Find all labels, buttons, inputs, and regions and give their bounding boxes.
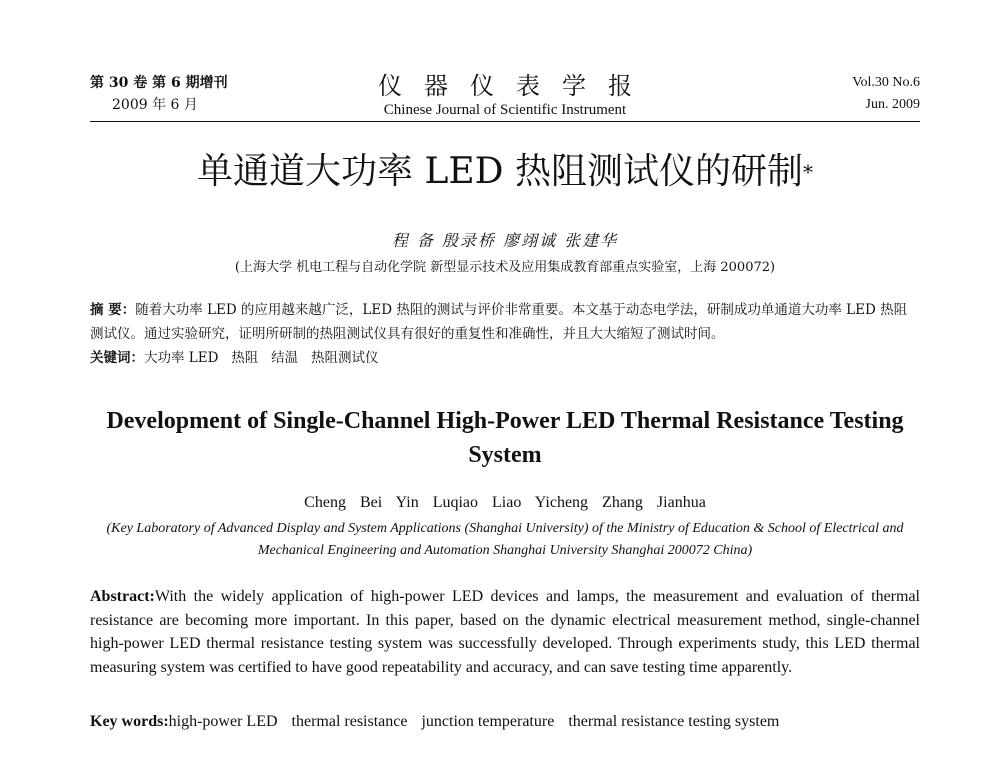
affiliation-cn: (上海大学 机电工程与自动化学院 新型显示技术及应用集成教育部重点实验室，上海 200072) (234, 260, 776, 275)
abstract-en-text: With the widely application of high-power LED devices and lamps, the measurement and evaluation of thermal resistance are becoming more important. In this paper, based on the dynamic electrical measurement method, single-channel high-power LED thermal resistance testing system was successfully developed. Through experiments study, this LED thermal measuring system was certified to have good repeatability and accuracy, and can save testing time apparently. (90, 588, 920, 676)
journal-name (90, 72, 920, 120)
title-cn-text: 单通道大功率 LED 热阻测试仪的研制 (197, 151, 803, 192)
abstract-cn-text: 随着大功率 LED 的应用越来越广泛，LED 热阻的测试与评价非常重要。本文基于动态电学法，研制成功单通道大功率 LED 热阻测试仪。通过实验研究，证明所研制的热阻测试仪具有很好的重复性和准确性，并且大大缩短了测试时间。 (90, 302, 908, 342)
authors-en: Cheng Bei Yin Luqiao Liao Yicheng Zhang Jianhua (304, 494, 706, 511)
authors-cn: 程 备 殷录桥 廖翊诚 张建华 (391, 231, 619, 250)
abstract-en-label: Abstract: (90, 588, 155, 605)
affiliation-en: (Key Laboratory of Advanced Display and System Applications (Shanghai University) of the Ministry of Education & School of Electrical and Mechanical Engineering and Automation Shanghai University Shanghai 200072 China) (106, 521, 904, 558)
abstract-cn (90, 298, 920, 370)
keyword: thermal resistance testing system (568, 713, 780, 730)
keywords-cn-label: 关键词： (90, 350, 144, 366)
keyword: high-power LED (168, 713, 278, 730)
paper-title-en: Development of Single-Channel High-Power LED Thermal Resistance Testing System (106, 408, 904, 468)
issue-info-en (852, 72, 920, 116)
keywords-en (90, 710, 920, 734)
header-rule (90, 121, 920, 122)
title-footnote-mark: * (802, 160, 813, 184)
paper-title-cn (90, 150, 920, 194)
journal-header (90, 72, 920, 124)
keywords-cn-text: 大功率 LED 热阻 结温 热阻测试仪 (144, 350, 379, 366)
abstract-en (90, 585, 920, 679)
abstract-cn-label: 摘 要： (90, 302, 136, 318)
volume-issue: 第 30 卷 第 6 期增刊 (90, 75, 228, 91)
volume-number-en: Vol.30 No.6 (852, 75, 920, 90)
journal-name-cn: 仪器仪表学报 (378, 72, 654, 100)
keyword: thermal resistance (291, 713, 408, 730)
issue-date-cn: 2009 年 6 月 (112, 97, 198, 113)
journal-name-en: Chinese Journal of Scientific Instrument (383, 102, 627, 118)
keyword: junction temperature (421, 713, 555, 730)
keywords-en-label: Key words: (90, 713, 169, 730)
issue-date-en: Jun. 2009 (865, 97, 920, 112)
